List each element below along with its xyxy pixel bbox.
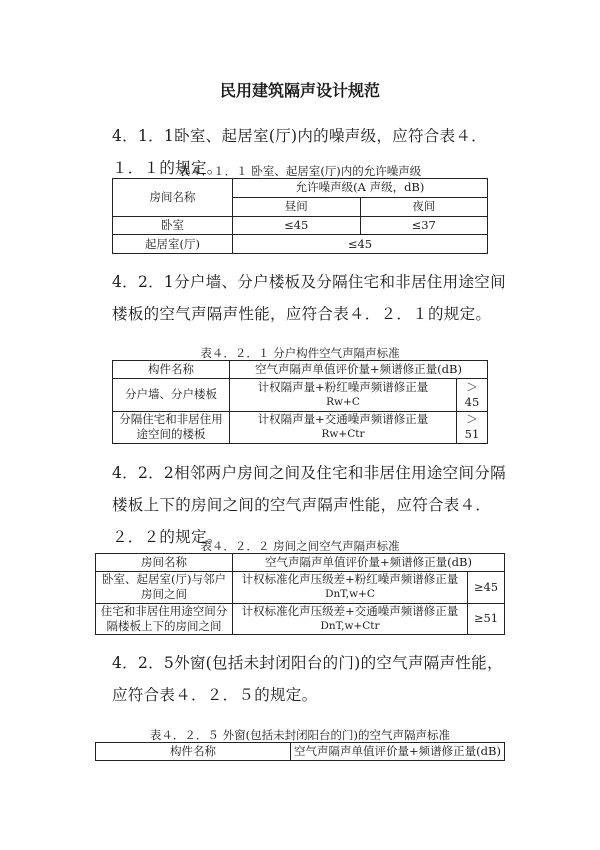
cell-name: 分隔住宅和非居住用途空间的楼板 (113, 411, 230, 444)
header-value: 空气声隔声单值评价量+频谱修正量(dB) (230, 361, 488, 379)
cell-desc: 计权隔声量+粉红噪声频谱修正量 (257, 379, 429, 394)
cell-name: 住宅和非居住用途空间分隔楼板上下的房间之间 (96, 603, 233, 635)
table-4-2-5-caption: 表４．２．５ 外窗(包括未封闭阳台的门)的空气声隔声标准 (149, 728, 451, 742)
cell-symbol: DnT,w+C (325, 588, 375, 601)
header-night: 夜间 (360, 197, 488, 216)
cell-desc: 计权隔声量+交通噪声频谱修正量 (257, 412, 429, 427)
header-name: 房间名称 (96, 554, 233, 572)
cell-room: 起居室(厅) (113, 235, 233, 254)
clause-4-2-2: 4．2．2相邻两户房间之间及住宅和非居住用途空间分隔楼板上下的房间之间的空气声隔声性能，应符合表４．２．２的规定。 (112, 464, 506, 546)
header-name: 构件名称 (96, 743, 291, 761)
cell-symbol: DnT,w+Ctr (320, 619, 380, 632)
table-4-2-1-caption: 表４．２．１ 分户构件空气声隔声标准 (200, 346, 400, 360)
table-4-2-5 (95, 742, 505, 761)
clause-4-2-1: 4．2．1分户墙、分户楼板及分隔住宅和非居住用途空间楼板的空气声隔声性能，应符合表４．２．１的规定。 (112, 273, 506, 323)
clause-4-1-1: 4．1．1卧室、起居室(厅)内的噪声级，应符合表４．１．１的规定。 (112, 127, 487, 177)
cell-symbol: Rw+Ctr (321, 428, 365, 441)
header-value: 空气声隔声单值评价量+频谱修正量(dB) (291, 743, 505, 761)
cell-value: ≥51 (468, 603, 505, 635)
cell-desc: 计权标准化声压级差+交通噪声频谱修正量 (241, 603, 459, 618)
cell-value: ＞45 (457, 379, 488, 412)
header-noise: 允许噪声级(A 声级，dB) (233, 179, 488, 198)
table-4-2-2 (95, 553, 505, 635)
table-4-2-2-caption: 表４．２．２ 房间之间空气声隔声标准 (200, 539, 400, 553)
cell-value: ＞51 (457, 411, 488, 444)
clause-4-2-5: 4．2．5外窗(包括未封闭阳台的门)的空气声隔声性能，应符合表４．２．５的规定。 (112, 654, 503, 704)
cell-day: ≤45 (233, 216, 361, 235)
header-day: 昼间 (233, 197, 361, 216)
cell-name: 卧室、起居室(厅)与邻户房间之间 (96, 572, 233, 604)
cell-symbol: Rw+C (326, 395, 360, 408)
table-4-1-1-caption: 表４．１．１ 卧室、起居室(厅)内的允许噪声级 (178, 164, 422, 178)
header-room: 房间名称 (113, 179, 233, 217)
table-4-2-1 (112, 360, 488, 444)
document-title: 民用建筑隔声设计规范 (219, 81, 380, 100)
table-4-1-1 (112, 178, 488, 254)
cell-value: ≥45 (468, 572, 505, 604)
cell-both: ≤45 (233, 235, 488, 254)
header-value: 空气声隔声单值评价量+频谱修正量(dB) (233, 554, 505, 572)
header-name: 构件名称 (113, 361, 230, 379)
cell-name: 分户墙、分户楼板 (113, 379, 230, 412)
cell-night: ≤37 (360, 216, 488, 235)
cell-room: 卧室 (113, 216, 233, 235)
cell-desc: 计权标准化声压级差+粉红噪声频谱修正量 (241, 572, 459, 587)
